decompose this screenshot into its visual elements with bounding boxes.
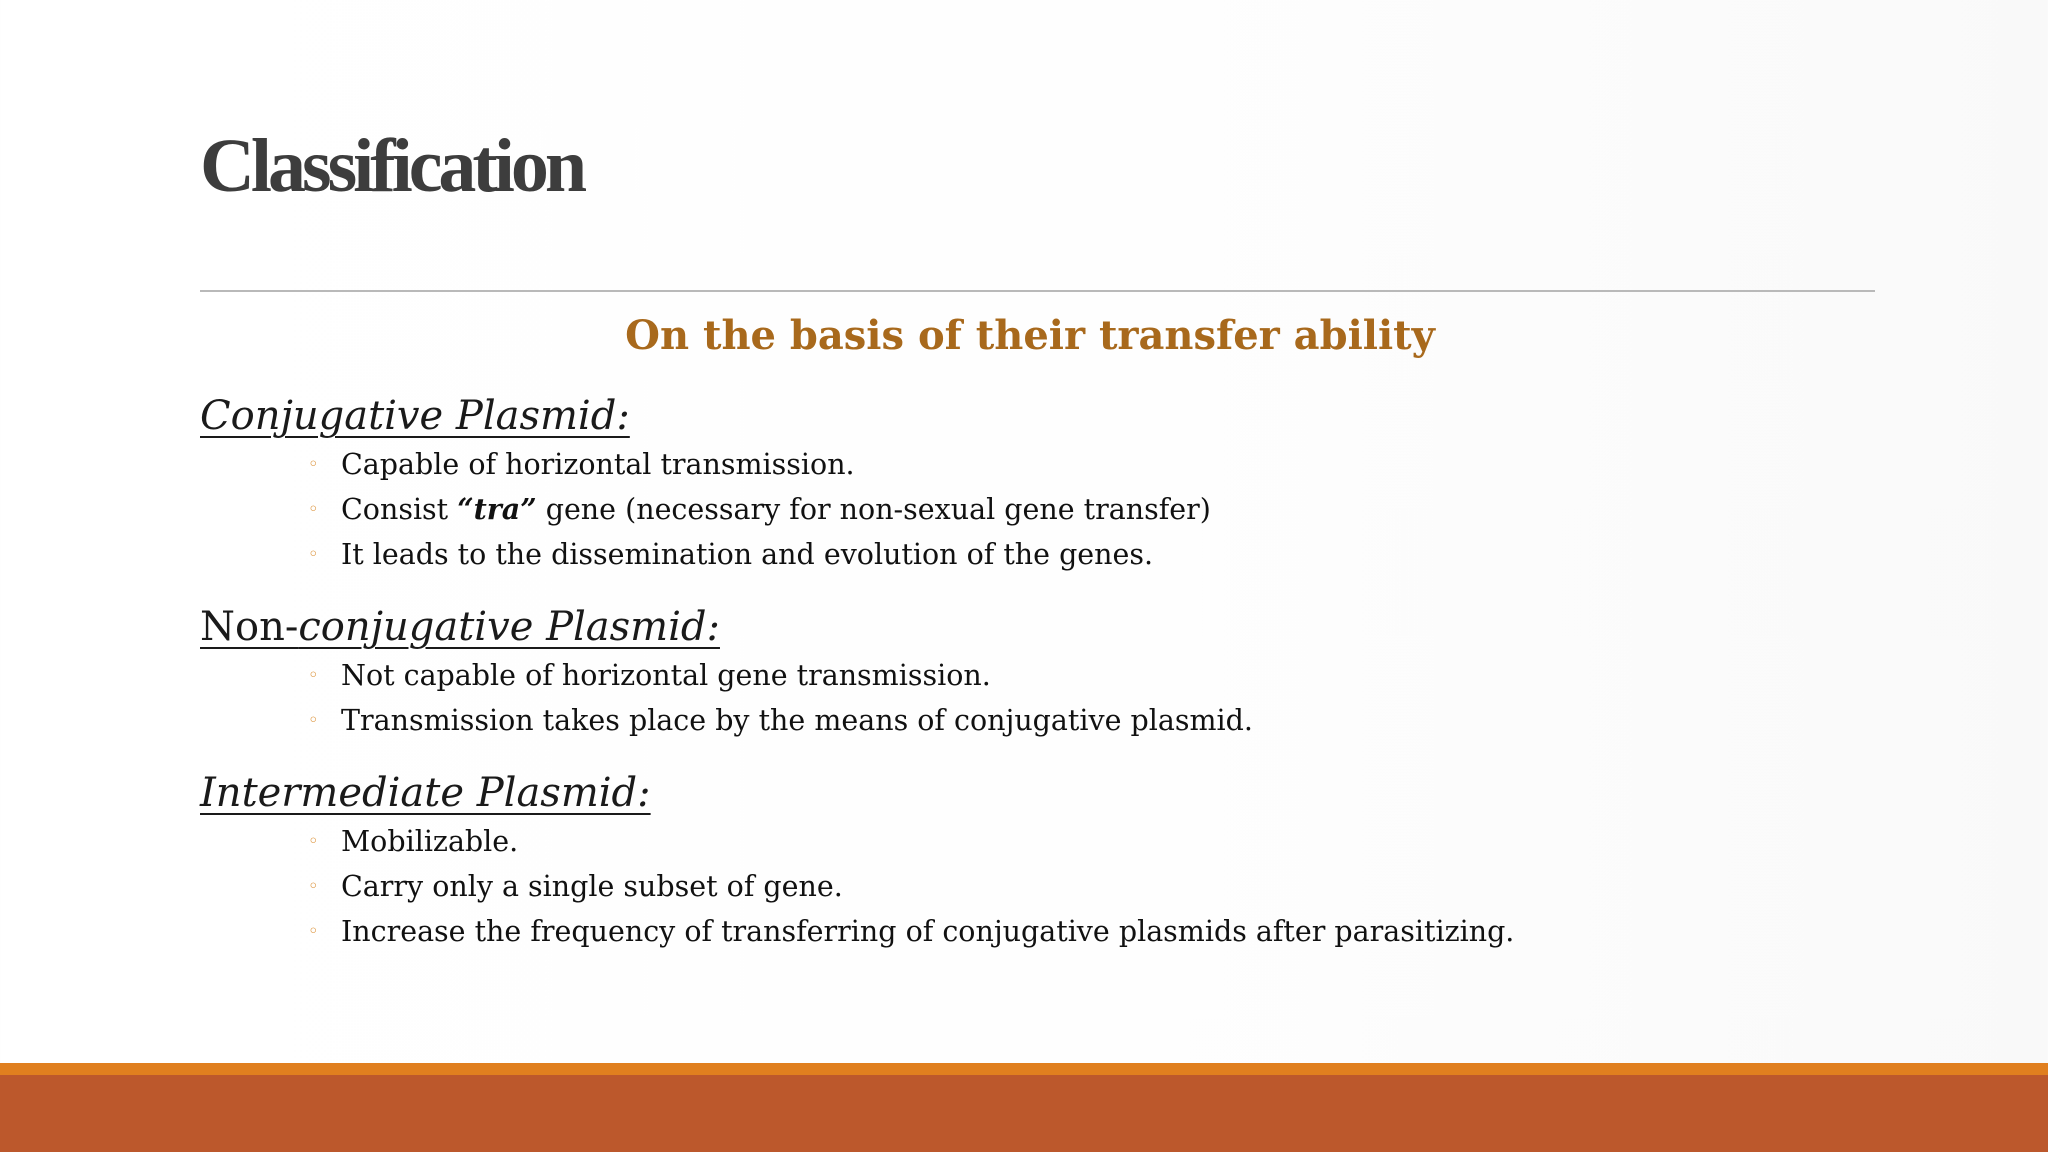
bullet-text: Transmission takes place by the means of conjugative plasmid.: [341, 704, 1253, 737]
bullet-list: [200, 653, 1900, 743]
list-item: [200, 909, 1900, 954]
list-item: [200, 698, 1900, 743]
footer-band: [0, 1075, 2048, 1152]
list-item: [200, 532, 1900, 577]
section-heading: [200, 767, 1900, 819]
bullet-text-after: gene (necessary for non-sexual gene transfer): [536, 493, 1211, 526]
section-heading: [200, 390, 1900, 442]
list-item: [200, 442, 1900, 487]
section-heading: [200, 601, 1900, 653]
title-divider: [200, 290, 1875, 292]
list-item: [200, 864, 1900, 909]
bullet-text: Not capable of horizontal gene transmission.: [341, 659, 991, 692]
bullet-icon: ◦: [308, 544, 319, 565]
section-conjugative-plasmid: [200, 390, 1900, 577]
bullet-icon: ◦: [308, 921, 319, 942]
tra-gene-emphasis: “tra”: [457, 492, 537, 526]
bullet-icon: ◦: [308, 831, 319, 852]
slide-subtitle: On the basis of their transfer ability: [625, 312, 1435, 359]
heading-prefix: Non-: [200, 604, 299, 650]
bullet-icon: ◦: [308, 499, 319, 520]
bullet-text: Capable of horizontal transmission.: [341, 448, 855, 481]
section-non-conjugative-plasmid: [200, 601, 1900, 743]
list-item: [200, 487, 1900, 532]
bullet-icon: ◦: [308, 665, 319, 686]
heading-italic: Conjugative Plasmid:: [200, 393, 630, 439]
heading-italic: conjugative Plasmid:: [298, 604, 720, 650]
list-item: [200, 819, 1900, 864]
bullet-icon: ◦: [308, 876, 319, 897]
bullet-list: [200, 442, 1900, 577]
bullet-text-before: Consist: [341, 493, 458, 526]
bullet-text: Carry only a single subset of gene.: [341, 870, 843, 903]
section-intermediate-plasmid: [200, 767, 1900, 954]
heading-italic: Intermediate Plasmid:: [200, 770, 651, 816]
bullet-text: It leads to the dissemination and evolution of the genes.: [341, 538, 1154, 571]
bullet-icon: ◦: [308, 710, 319, 731]
slide-title: Classification: [200, 124, 584, 208]
list-item: [200, 653, 1900, 698]
bullet-text: Mobilizable.: [341, 825, 519, 858]
bullet-text: Increase the frequency of transferring of conjugative plasmids after parasitizing.: [341, 915, 1515, 948]
footer-accent-line: [0, 1063, 2048, 1075]
bullet-icon: ◦: [308, 454, 319, 475]
bullet-list: [200, 819, 1900, 954]
